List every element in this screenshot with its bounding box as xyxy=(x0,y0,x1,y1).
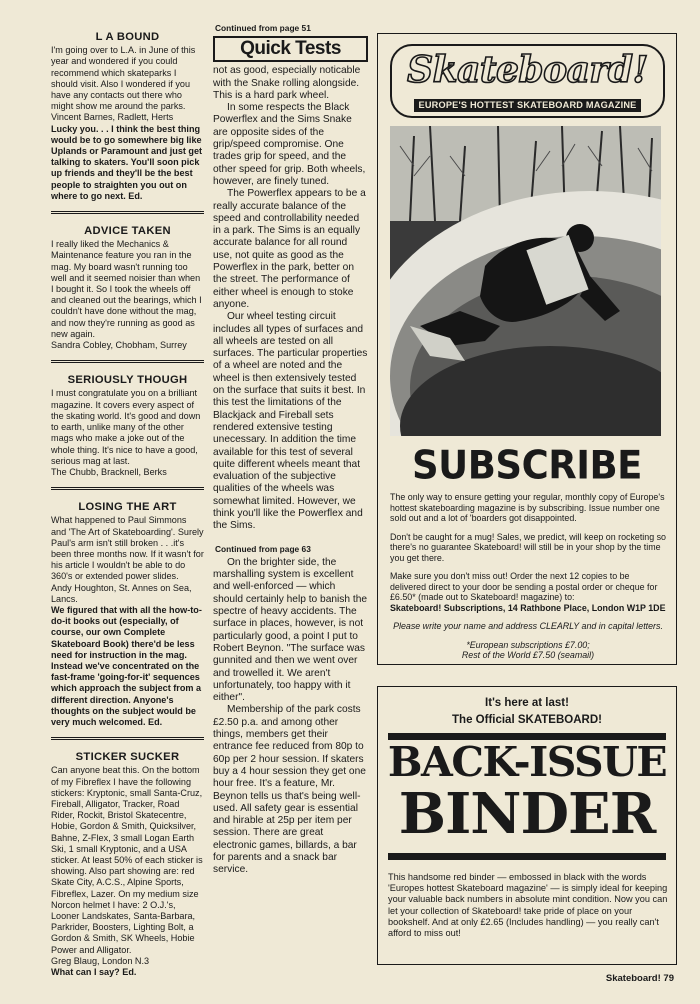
subscribe-paragraph: Make sure you don't miss out! Order the next 12 copies to be delivered direct to your door be sending a postal order or cheque for £6.50* (made out to Skateboard! magazine) to: xyxy=(390,571,658,602)
letters-column xyxy=(51,28,204,982)
article-paragraph: The Powerflex appears to be a really accurate balance of the speed and controllability needed in a park. The Sims is an equally accurate balance for all round use, not quite as good as the Powerflex in the park, better on the street. The performance of either wheel is enough to stoke anyone. xyxy=(213,188,366,310)
binder-description: This handsome red binder — embossed in black with the words 'Europes hottest Skateboard magazine' — is simply ideal for keeping your valuable back numbers in absolute mint condition. Now you can let your collection of Skateboard! take pride of place on your bookshelf. And at only £2.65 (Includes handling) — you really can't afford to miss out! xyxy=(388,872,668,939)
letter-signature: Vincent Barnes, Radlett, Herts xyxy=(51,112,174,123)
logo-tagline: EUROPE'S HOTTEST SKATEBOARD MAGAZINE xyxy=(414,99,641,112)
letter-heading: L A BOUND xyxy=(95,31,160,43)
binder-kicker: It's here at last! xyxy=(485,697,569,709)
magazine-logo xyxy=(390,44,665,118)
letter-heading: STICKER SUCKER xyxy=(75,751,180,764)
letter xyxy=(51,487,204,732)
editor-reply-lead: Lucky you. . . xyxy=(51,123,109,134)
letter-heading: SERIOUSLY THOUGH xyxy=(67,374,188,387)
letter xyxy=(51,737,204,982)
letter-body: What happened to Paul Simmons and 'The Art of Skateboarding'. Surely Paul's arm isn't still broken . . .it's been three months now. If it wasn't for his article I wouldn't be able to do 360's or extended power slides. xyxy=(51,515,204,582)
binder-rule-bottom xyxy=(388,853,666,860)
letter-body: Can anyone beat this. On the bottom of my Fibreflex I have the following stickers: Kryptonic, small Santa-Cruz, Fireball, Alligator, Tracker, Road Rider, Rockit, Bristol Skatecentre, Hobie, Gordon & Smith, Quicksilver, Bahne, Z-Flex, 3 small Logan Earth Ski, 1 small Kryptonic, and a USA sticker. At least 50% of each sticker is showing. Also part showing are: red Skate City, A.C.S., Alpine Sports, Fibreflex, Lazer. On my medium size Norcon helmet I have: 2 O.J.'s, Looner Landskates, Santa-Barbara, Parkrider, Boosters, Lighting Bolt, a Gordon & Smith, SK Wheels, Hobie Power and Alligator. xyxy=(51,765,203,955)
letter xyxy=(51,360,204,482)
letter xyxy=(51,211,204,355)
continued-label: Continued from page 63 xyxy=(215,543,311,554)
editor-reply: What can I say? Ed. xyxy=(51,967,137,978)
skater-photo-illustration xyxy=(390,126,661,436)
subscribe-headline: SUBSCRIBE xyxy=(412,442,642,489)
editor-reply: I think the best thing would be to go somewhere big like Uplands or Paramount and just get talking to skaters. You'll soon pick up friends and they'll be the best people to straighten you out on where to go next. Ed. xyxy=(51,123,203,201)
binder-title-line1: BACK-ISSUE xyxy=(387,738,667,786)
letter-body: I really liked the Mechanics & Maintenance feature you ran in the mag. My board wasn't running too well and it seemed noisier than when I bought it. So I took the wheels off and cleaned out the bearings, which I couldn't have done without the mag, and now they're running as good as new again. xyxy=(51,239,202,339)
subscribe-copy xyxy=(390,492,666,669)
binder-title-line2: BINDER xyxy=(398,781,656,847)
page-footer: Skateboard! 79 xyxy=(605,973,674,984)
article-paragraph: In some respects the Black Powerflex and the Sims Snake are opposite sides of the grip/speed compromise. One trades grip for speed, and the other speed for grip. Both wheels, however, are finely tuned. xyxy=(213,102,366,187)
article-paragraph: On the brighter side, the marshalling system is excellent and well-enforced — which should certainly help to banish the spectre of heavy accidents. The surface in places, however, is not particularly good, a point I put to Robert Beynon. "The surface was gunnited and then we went over and trowelled it. We aren't unfortunately, too happy with it either". xyxy=(213,556,368,704)
section-title: Quick Tests xyxy=(213,36,368,60)
logo-wordmark: Skateboard! xyxy=(407,49,648,91)
subscribe-paragraph: The only way to ensure getting your regular, monthly copy of Europe's hottest skateboarding magazine is by subscribing. Issue number one sold out and a lot of 'boarders got disappointed. xyxy=(390,492,665,523)
binder-advert xyxy=(377,686,677,965)
letter-signature: Andy Houghton, St. Annes on Sea, Lancs. xyxy=(51,582,192,604)
letter-signature: The Chubb, Bracknell, Berks xyxy=(51,466,167,477)
subscribe-paragraph: Don't be caught for a mug! Sales, we predict, will keep on rocketing so there's no guarantee Skateboard! will still be in your shop by the time you get there. xyxy=(390,531,666,563)
letter-body: I must congratulate you on a brilliant magazine. It covers every aspect of the skating world. It's good and down to earth, unlike many of the other mags who make a joke out of the whole thing. It's nice to have a good, serious mag at last. xyxy=(51,388,201,466)
subscription-address: Skateboard! Subscriptions, 14 Rathbone Place, London W1P 1DE xyxy=(390,602,666,613)
editor-reply: We figured that with all the how-to-do-it books out (especially, of course, our own Complete Skateboard Book) there'd be less need for instruction in the mag. Instead we've concentrated on the fast-frame 'going-for-it' sequences which approach the subject from a different direction. Anyone's thoughts on the subject would be very much welcomed. Ed. xyxy=(51,604,202,727)
article-paragraph: not as good, especially noticable with the Snake rolling alongside. This is a hard park wheel. xyxy=(213,65,361,101)
subscribe-instructions: Please write your name and address CLEARLY and in capital letters. xyxy=(393,621,663,631)
title-rule xyxy=(213,60,368,62)
letter-heading: LOSING THE ART xyxy=(78,501,177,514)
subscribe-advert xyxy=(377,33,677,665)
letter xyxy=(51,28,204,206)
binder-subhead: The Official SKATEBOARD! xyxy=(452,714,602,726)
price-europe: *European subscriptions £7.00; xyxy=(466,639,590,650)
article-paragraph: Membership of the park costs £2.50 p.a. and among other things, members get their entrance fee reduced from 80p to 60p per 2 hour session. If skaters buy a 4 hour session they get one hour free. It's a feature, Mr. Beynon tells us that's being well-used. All safety gear is essential and hirable at 25p per item per session. There are great electronic games, billards, a bar for parents and a snack bar service. xyxy=(213,704,366,876)
article-paragraph: Our wheel testing circuit includes all types of surfaces and all wheels are tested on all surfaces. The particular properties of a wheel are noted and the wheel is then extensively tested on the surface that suits it best. In this test the limitations of the Blackjack and Fireball sets rendered extensive testing unecessary. In addition the time available for this test of several quite different wheels meant that evaluation of the subjective qualities of the wheels was somewhat limited. However, we think you'll like the Powerflex and the Sims. xyxy=(213,311,368,532)
letter-signature: Sandra Cobley, Chobham, Surrey xyxy=(51,340,187,351)
letter-signature: Greg Blaug, London N.3 xyxy=(51,955,150,966)
price-world: Rest of the World £7.50 (seamail) xyxy=(461,650,595,660)
skater-photo xyxy=(390,126,661,436)
letter-body: I'm going over to L.A. in June of this year and wondered if you could recommend which skateparks I should visit. Also I wondered if you have any contacts out there who might show me around the parks. xyxy=(51,45,196,112)
letter-heading: ADVICE TAKEN xyxy=(84,225,171,238)
article-column xyxy=(213,22,368,877)
continued-label: Continued from page 51 xyxy=(215,23,311,33)
